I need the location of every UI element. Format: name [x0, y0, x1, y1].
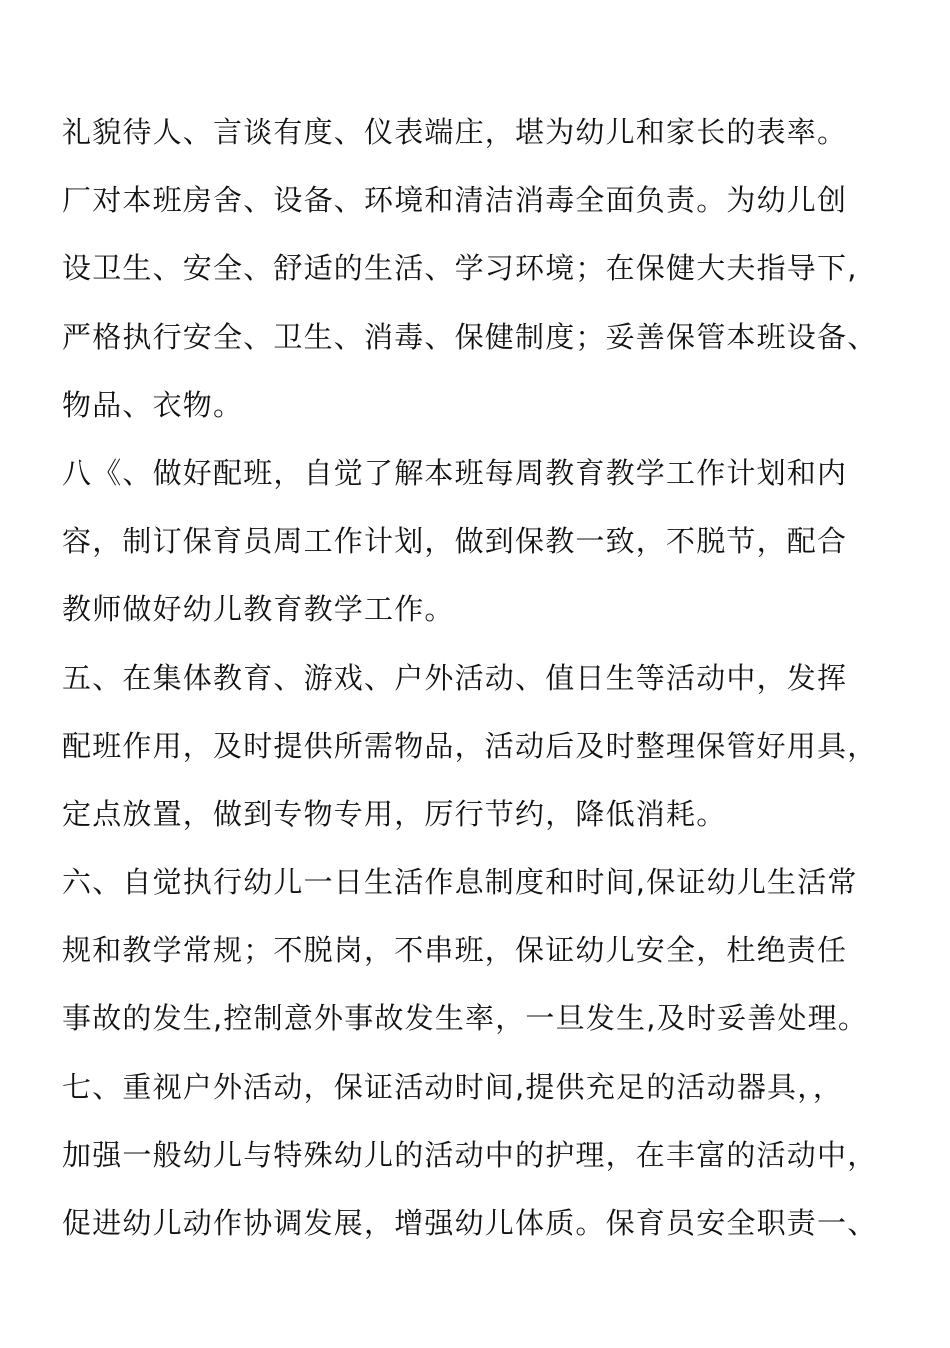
text-line: 配班作用，及时提供所需物品，活动后及时整理保管好用具， [62, 728, 878, 763]
text-line: 八《、做好配班，自觉了解本班每周教育教学工作计划和内 [62, 455, 848, 490]
text-line: 事故的发生,控制意外事故发生率，一旦发生,及时妥善处理。 [62, 1001, 869, 1036]
text-line: 五、在集体教育、游戏、户外活动、值日生等活动中，发挥 [62, 660, 848, 695]
text-line: 规和教学常规；不脱岗，不串班，保证幼儿安全，杜绝责任 [62, 933, 848, 968]
text-line: 厂对本班房舍、设备、环境和清洁消毒全面负责。为幼儿创 [62, 183, 848, 218]
text-line: 教师做好幼儿教育教学工作。 [62, 592, 455, 627]
text-line: 六、自觉执行幼儿一日生活作息制度和时间,保证幼儿生活常 [62, 865, 858, 900]
document-body [62, 98, 912, 1257]
text-line: 促进幼儿动作协调发展，增强幼儿体质。保育员安全职责一、 [62, 1206, 878, 1240]
text-line: 物品、衣物。 [62, 387, 244, 422]
text-line: 设卫生、安全、舒适的生活、学习环境；在保健大夫指导下, [62, 251, 858, 286]
text-line: 七、重视户外活动，保证活动时间,提供充足的活动器具，， [62, 1069, 844, 1104]
text-line: 严格执行安全、卫生、消毒、保健制度；妥善保管本班设备、 [62, 319, 878, 354]
text-line: 容，制订保育员周工作计划，做到保教一致，不脱节，配合 [62, 524, 848, 559]
text-line: 定点放置，做到专物专用，厉行节约，降低消耗。 [62, 796, 727, 831]
text-line: 加强一般幼儿与特殊幼儿的活动中的护理，在丰富的活动中， [62, 1137, 878, 1172]
text-line: 礼貌待人、言谈有度、仪表端庄，堪为幼儿和家长的表率。 [62, 115, 848, 149]
